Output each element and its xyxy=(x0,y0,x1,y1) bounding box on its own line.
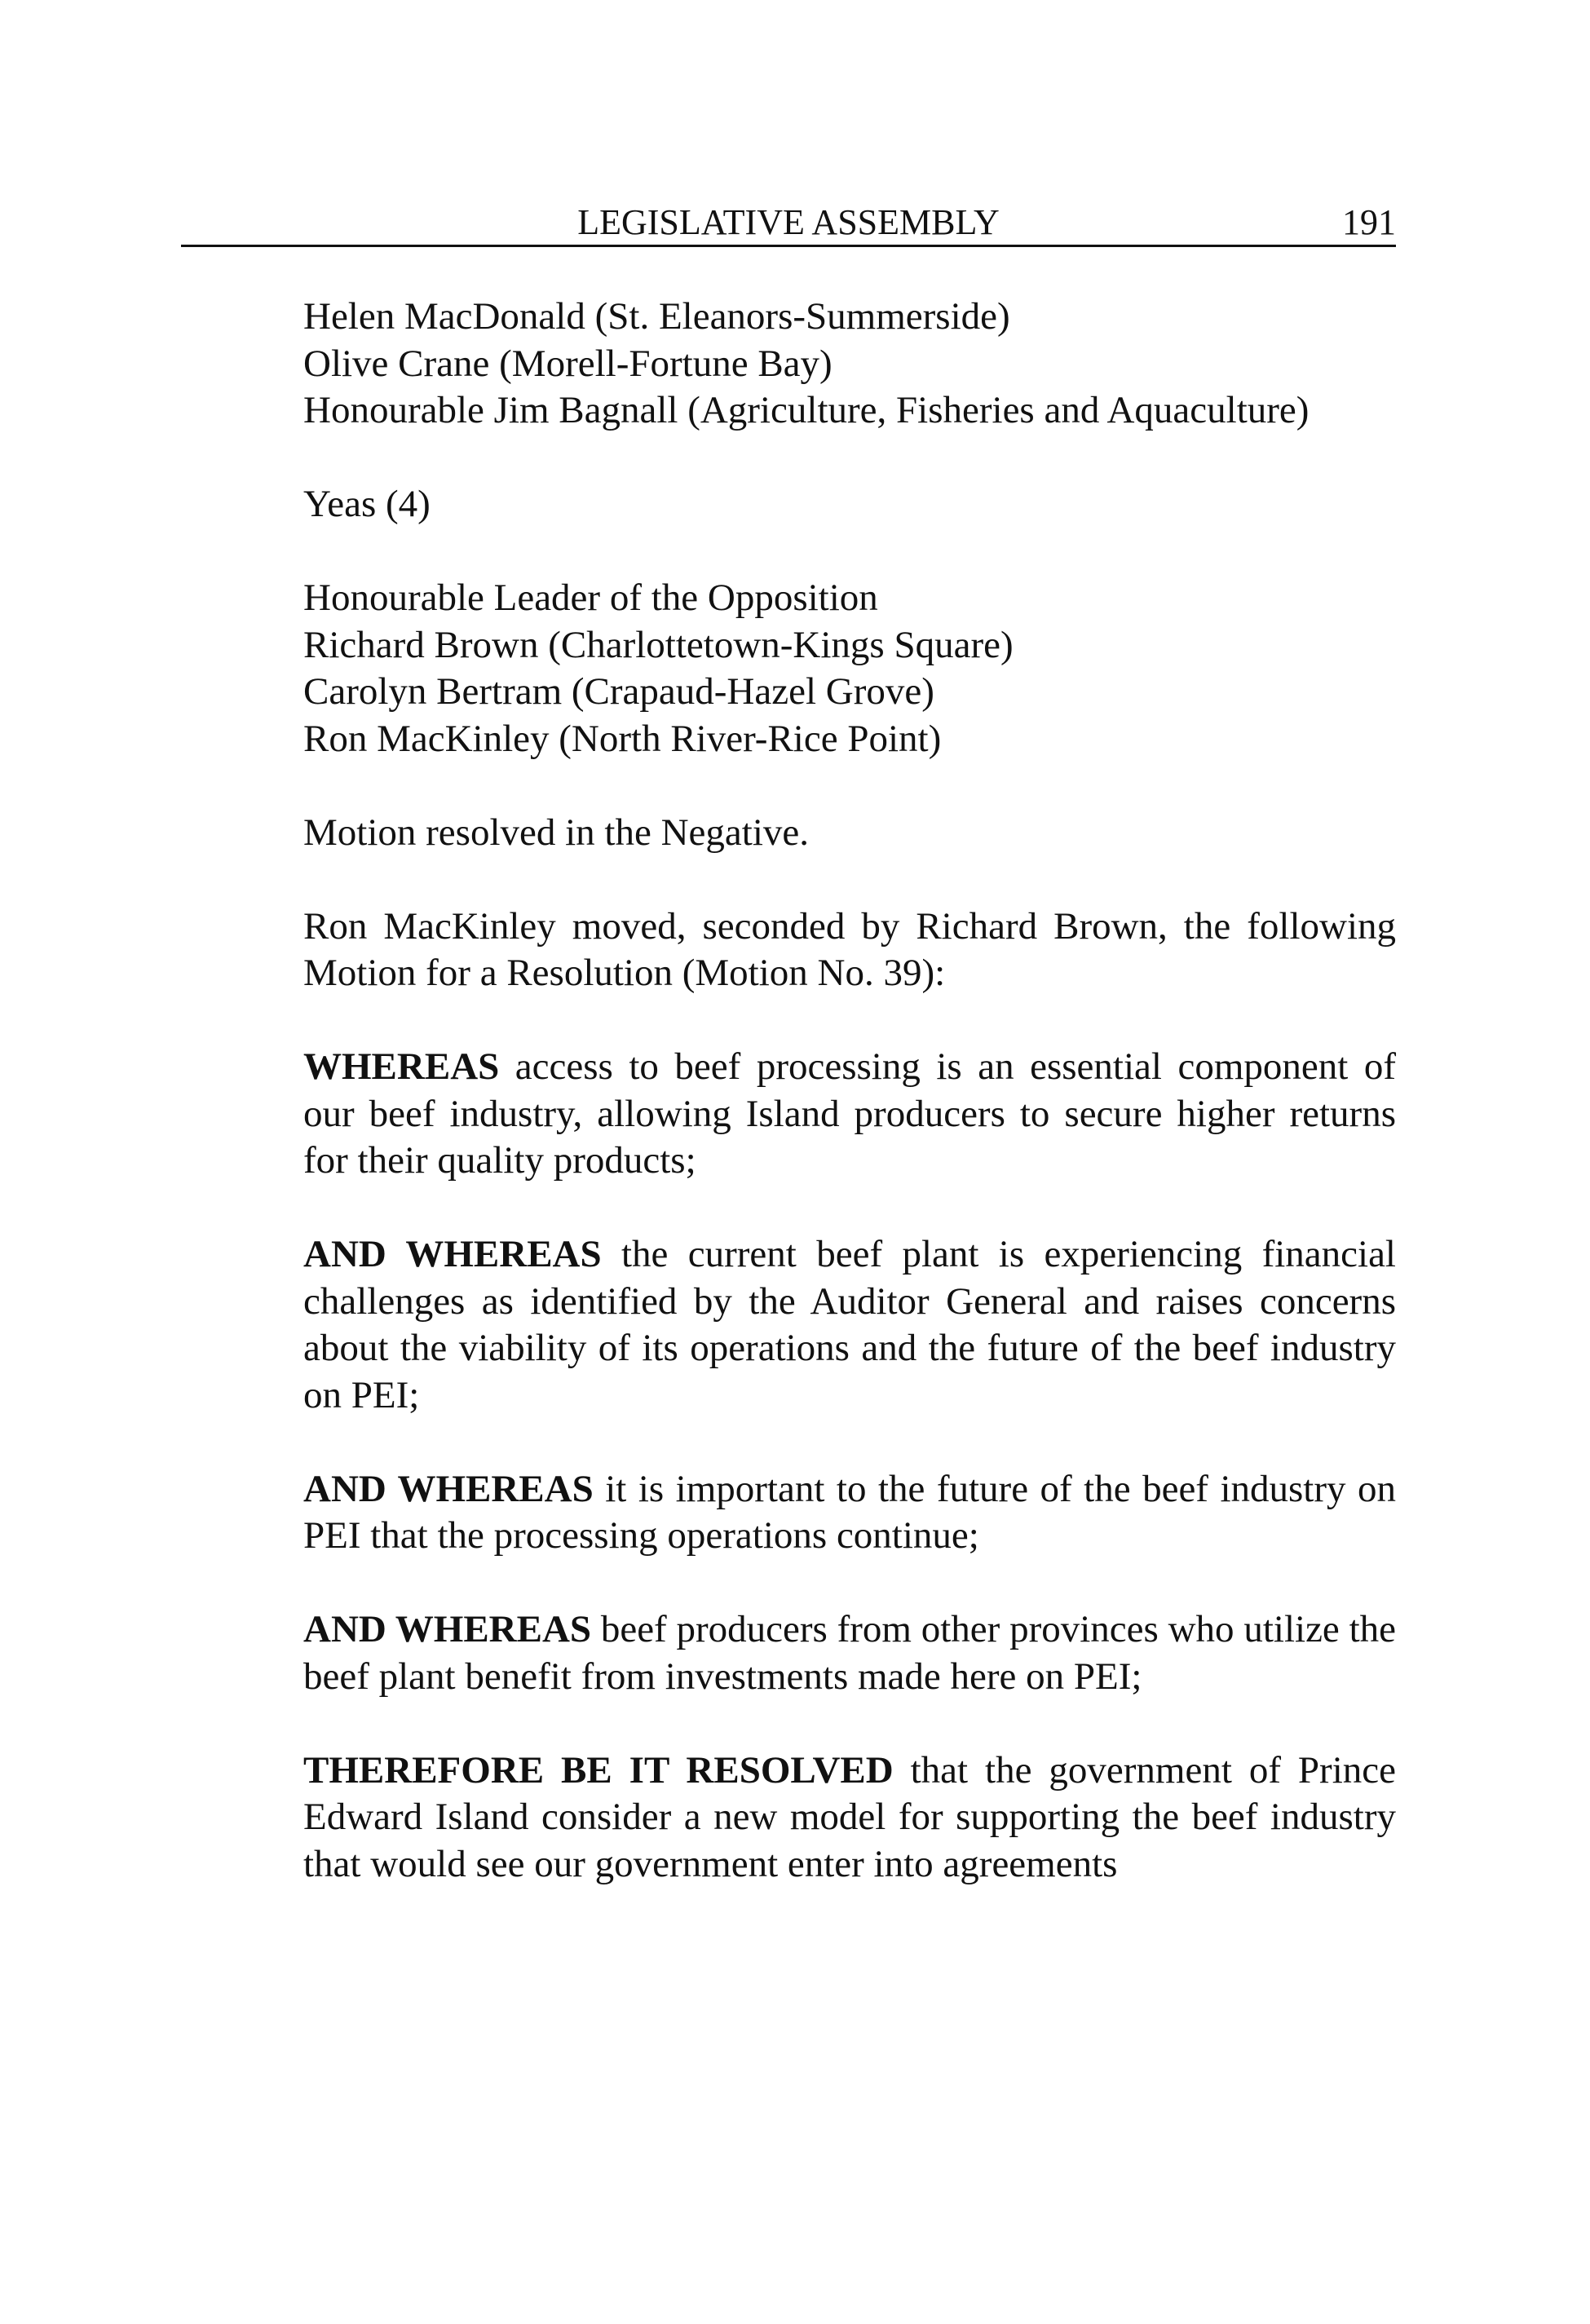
header-title: LEGISLATIVE ASSEMBLY xyxy=(577,202,1000,242)
clause-text: the current beef plant is experiencing financial challenges as identified by the Auditor General and raises concerns about the viability of its operations and the future of the beef industry on PEI; xyxy=(303,1233,1396,1416)
member-name: Carolyn Bertram (Crapaud-Hazel Grove) xyxy=(303,670,934,713)
clause-text: beef producers from other provinces who utilize the beef plant benefit from investments made here on PEI; xyxy=(303,1608,1396,1698)
clause-keyword: AND WHEREAS xyxy=(303,1233,602,1275)
clause-keyword: AND WHEREAS xyxy=(303,1608,592,1650)
resolution-clause xyxy=(303,1044,1396,1185)
member-name: Honourable Leader of the Opposition xyxy=(303,577,878,619)
clause-keyword: WHEREAS xyxy=(303,1045,500,1088)
page-body xyxy=(303,294,1396,1888)
member-name: Olive Crane (Morell-Fortune Bay) xyxy=(303,342,833,385)
clause-keyword: THEREFORE BE IT RESOLVED xyxy=(303,1748,894,1792)
running-header xyxy=(181,201,1396,247)
member-name: Honourable Jim Bagnall (Agriculture, Fisheries and Aquaculture) xyxy=(303,389,1310,431)
motion-intro: Ron MacKinley moved, seconded by Richard Brown, the following Motion for a Resolution (Motion No. 39): xyxy=(303,904,1396,994)
yeas-heading: Yeas (4) xyxy=(303,483,431,525)
clause-text: access to beef processing is an essential component of our beef industry, allowing Island producers to secure higher returns for their quality products; xyxy=(303,1045,1396,1182)
member-name: Ron MacKinley (North River-Rice Point) xyxy=(303,717,942,760)
clause-text: that the government of Prince Edward Island consider a new model for supporting the beef industry that would see our government enter into agreements xyxy=(303,1748,1396,1885)
yeas-list xyxy=(303,575,1396,762)
member-name: Helen MacDonald (St. Eleanors-Summerside) xyxy=(303,295,1010,338)
clause-text: it is important to the future of the beef industry on PEI that the processing operations continue; xyxy=(303,1467,1396,1557)
page-number: 191 xyxy=(1342,202,1396,242)
resolution-clause xyxy=(303,1606,1396,1700)
motion-result: Motion resolved in the Negative. xyxy=(303,811,809,854)
member-name: Richard Brown (Charlottetown-Kings Square) xyxy=(303,623,1014,666)
resolution-clause xyxy=(303,1231,1396,1419)
nays-list xyxy=(303,294,1396,435)
clause-keyword: AND WHEREAS xyxy=(303,1467,594,1510)
resolution-clause xyxy=(303,1466,1396,1560)
resolution-clause xyxy=(303,1747,1396,1889)
